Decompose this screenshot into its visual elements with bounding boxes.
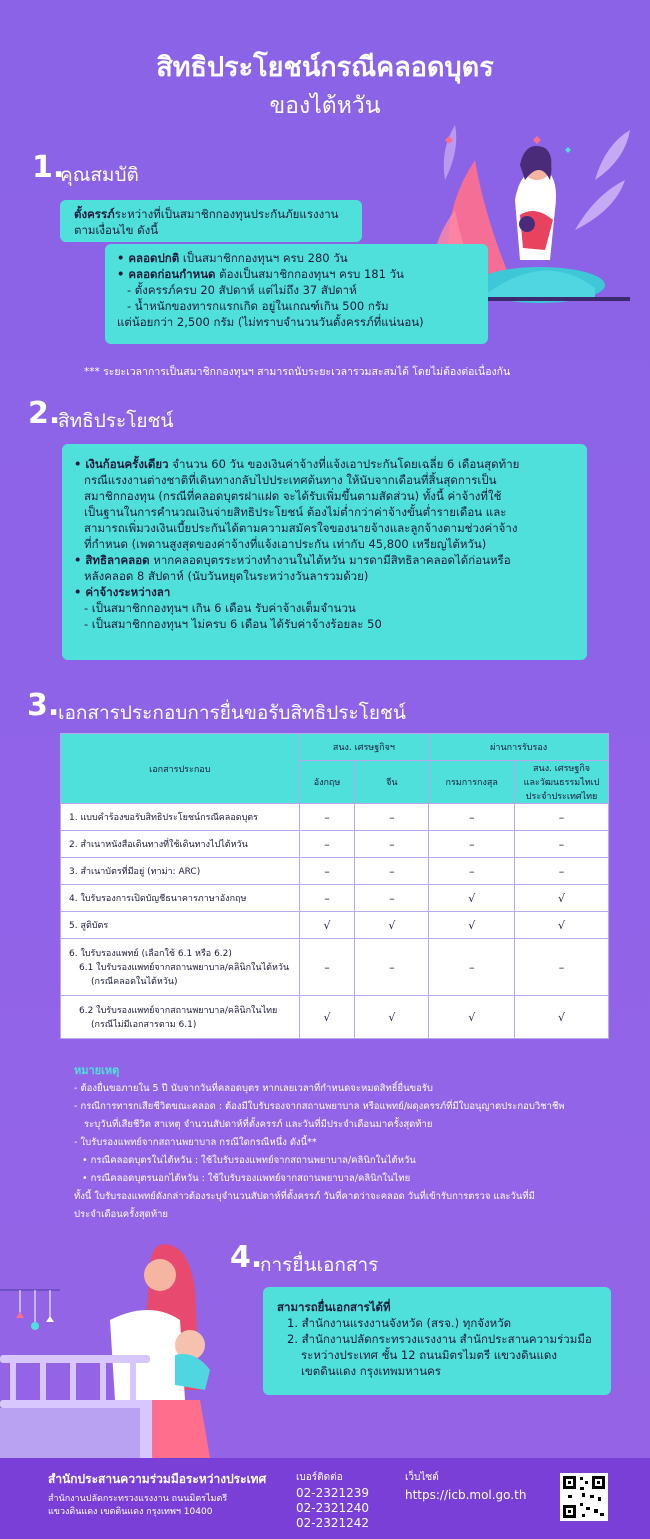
document-cell: 6.2 ใบรับรองแพทย์จากสถานพยาบาล/คลินิกในไทย (กรณีไม่มีเอกสารตาม 6.1): [61, 996, 300, 1039]
status-cell: √: [429, 912, 515, 939]
lump-sum-text: จำนวน 60 วัน ของเงินค่าจ้างที่แจ้งเอาประกันโดยเฉลี่ย 6 เดือนสุดท้าย: [168, 457, 520, 471]
documents-table: [60, 733, 609, 1039]
section-1-title: คุณสมบัติ: [60, 164, 139, 186]
condition-line: ตามเงื่อนไข ดังนี้: [74, 223, 159, 237]
submission-item-2: 2. สำนักงานปลัดกระทรวงแรงงาน สำนักประสานความร่วมมือ: [287, 1332, 592, 1346]
status-cell: –: [429, 804, 515, 831]
section-4-title: การยื่นเอกสาร: [260, 1254, 379, 1276]
footer: [0, 1458, 650, 1539]
status-cell: –: [355, 885, 429, 912]
status-cell: –: [299, 858, 355, 885]
maternity-leave-text: หากคลอดบุตรระหว่างทำงานในไต้หวัน มารดามีสิทธิลาคลอดได้ก่อนหรือ: [149, 553, 511, 567]
normal-birth-text: เป็นสมาชิกกองทุนฯ ครบ 280 วัน: [179, 251, 348, 265]
status-cell: –: [299, 939, 355, 996]
document-cell: 3. สำเนาบัตรที่มีอยู่ (ทาม่า: ARC): [61, 858, 300, 885]
submission-item-2-line3: เขตดินแดง กรุงเทพมหานคร: [301, 1364, 441, 1378]
status-cell: –: [515, 804, 609, 831]
status-cell: –: [299, 831, 355, 858]
status-cell: √: [429, 996, 515, 1039]
footer-address-2: แขวงดินแดง เขตดินแดง กรุงเทพฯ 10400: [48, 1507, 213, 1517]
table-row: [61, 858, 609, 885]
lump-sum-line4: เป็นฐานในการคำนวณเงินจ่ายสิทธิประโยชน์ ต้องไม่ต่ำกว่าค่าจ้างขั้นต่ำรายเดือน และ: [84, 505, 507, 519]
membership-footnote: *** ระยะเวลาการเป็นสมาชิกกองทุนฯ สามารถนับระยะเวลารวมสะสมได้ โดยไม่ต้องต่อเนื่องกัน: [84, 366, 511, 378]
qualification-intro-box: [60, 200, 362, 242]
status-cell: √: [429, 885, 515, 912]
status-cell: √: [299, 996, 355, 1039]
consular-header: กรมการกงสุล: [429, 761, 515, 804]
table-row: [61, 996, 609, 1039]
status-cell: –: [429, 858, 515, 885]
premature-weight: - น้ำหนักของทารกแรกเกิด อยู่ในเกณฑ์เกิน 500 กรัม: [127, 299, 389, 313]
remark-line-1: - ต้องยื่นขอภายใน 5 ปี นับจากวันที่คลอดบุตร หากเลยเวลาที่กำหนดจะหมดสิทธิ์ยื่นขอรับ: [74, 1083, 433, 1094]
premature-birth-label: • คลอดก่อนกำหนด: [117, 267, 216, 281]
premature-weight-cont: แต่น้อยกว่า 2,500 กรัม (ไม่ทราบจำนวนวันตั้งครรภ์ที่แน่นอน): [117, 315, 424, 329]
document-cell: 2. สำเนาหนังสือเดินทางที่ใช้เดินทางไปไต้หวัน: [61, 831, 300, 858]
status-cell: –: [355, 939, 429, 996]
qualification-details-box: [105, 244, 488, 344]
premature-birth-text: ต้องเป็นสมาชิกกองทุนฯ ครบ 181 วัน: [215, 267, 404, 281]
page-title: สิทธิประโยชน์กรณีคลอดบุตร: [156, 52, 494, 83]
section-3-number: 3.: [27, 688, 60, 723]
benefits-box: [62, 444, 587, 660]
remark-line-8: ประจำเดือนครั้งสุดท้าย: [74, 1209, 168, 1220]
phone-label: เบอร์ติดต่อ: [296, 1472, 343, 1483]
remark-line-3: ระบุวันที่เสียชีวิต สาเหตุ จำนวนสัปดาห์ที่ตั้งครรภ์ และวันที่มีประจำเดือนมาครั้งสุดท้าย: [84, 1119, 433, 1130]
status-cell: –: [299, 885, 355, 912]
status-cell: –: [515, 939, 609, 996]
section-1-number: 1.: [32, 150, 65, 185]
footer-org: สำนักประสานความร่วมมือระหว่างประเทศ: [48, 1472, 267, 1486]
premature-weeks: - ตั้งครรภ์ครบ 20 สัปดาห์ แต่ไม่ถึง 37 สัปดาห์: [127, 283, 357, 297]
doc-column-header: เอกสารประกอบ: [61, 734, 300, 804]
section-4-number: 4.: [230, 1240, 263, 1275]
section-3-title: เอกสารประกอบการยื่นขอรับสิทธิประโยชน์: [58, 702, 406, 724]
table-row: [61, 831, 609, 858]
submission-box: [263, 1287, 611, 1395]
status-cell: √: [515, 996, 609, 1039]
lump-sum-line3: สมาชิกกองทุน (กรณีที่คลอดบุตรฝาแฝด จะได้รับเพิ่มขึ้นตามสัดส่วน) ทั้งนี้ ค่าจ้างที่ใช้: [84, 489, 502, 503]
page-subtitle: ของไต้หวัน: [269, 93, 381, 119]
phone-2[interactable]: 02-2321240: [296, 1501, 370, 1515]
remark-line-6: • กรณีคลอดบุตรนอกไต้หวัน : ใช้ใบรับรองแพทย์จากสถานพยาบาล/คลินิกในไทย: [82, 1173, 411, 1184]
status-cell: √: [355, 996, 429, 1039]
remarks-heading: หมายเหตุ: [74, 1064, 120, 1077]
qr-code-icon[interactable]: [560, 1473, 608, 1521]
leave-wage-label: • ค่าจ้างระหว่างลา: [74, 585, 171, 599]
submission-item-1: 1. สำนักงานแรงงานจังหวัด (สรจ.) ทุกจังหวัด: [287, 1316, 512, 1330]
teco-header: สนง. เศรษฐกิจ และวัฒนธรรมไทเป ประจำประเทศไทย: [515, 761, 609, 804]
status-cell: √: [515, 912, 609, 939]
leave-wage-half: - เป็นสมาชิกกองทุนฯ ไม่ครบ 6 เดือน ได้รับค่าจ้างร้อยละ 50: [84, 617, 382, 631]
table-row: [61, 939, 609, 996]
table-row: [61, 885, 609, 912]
status-cell: –: [429, 831, 515, 858]
lump-sum-line6: ที่กำหนด (เพดานสูงสุดของค่าจ้างที่แจ้งเอาประกัน เท่ากับ 45,800 เหรียญไต้หวัน): [84, 537, 487, 551]
section-2-title: สิทธิประโยชน์: [58, 410, 174, 432]
pregnant-label: ตั้งครรภ์: [74, 207, 115, 221]
table-row: [61, 804, 609, 831]
website-label: เว็บไซต์: [405, 1472, 439, 1483]
phone-1[interactable]: 02-2321239: [296, 1486, 370, 1500]
lump-sum-line2: กรณีแรงงานต่างชาติที่เดินทางกลับไปประเทศต้นทาง ให้นับจากเดือนที่สิ้นสุดการเป็น: [84, 473, 497, 487]
pregnant-text: ระหว่างที่เป็นสมาชิกกองทุนประกันภัยแรงงาน: [114, 207, 339, 221]
footer-address-1: สำนักงานปลัดกระทรวงแรงงาน ถนนมิตรไมตรี: [48, 1494, 228, 1504]
economic-office-header: สนง. เศรษฐกิจฯ: [299, 734, 429, 761]
table-row: [61, 912, 609, 939]
remarks-block: [74, 1062, 614, 1224]
document-cell: 6. ใบรับรองแพทย์ (เลือกใช้ 6.1 หรือ 6.2) 6.1 ใบรับรองแพทย์จากสถานพยาบาล/คลินิกในไต้หวัน (กรณีคลอดในไต้หวัน): [61, 939, 300, 996]
remark-line-4: - ใบรับรองแพทย์จากสถานพยาบาล กรณีใดกรณีหนึ่ง ดังนี้**: [74, 1137, 317, 1148]
normal-birth-label: • คลอดปกติ: [117, 251, 180, 265]
status-cell: √: [515, 885, 609, 912]
remark-line-2: - กรณีการทารกเสียชีวิตขณะคลอด : ต้องมีใบรับรองจากสถานพยาบาล หรือแพทย์/ผดุงครรภ์ที่มีใบอนุญาตประกอบวิชาชีพ: [74, 1101, 565, 1112]
status-cell: –: [299, 804, 355, 831]
status-cell: –: [355, 804, 429, 831]
chinese-header: จีน: [355, 761, 429, 804]
submission-item-2-line2: ระหว่างประเทศ ชั้น 12 ถนนมิตรไมตรี แขวงดินแดง: [301, 1348, 557, 1362]
section-2-number: 2.: [28, 396, 61, 431]
maternity-leave-line2: หลังคลอด 8 สัปดาห์ (นับวันหยุดในระหว่างวันลารวมด้วย): [84, 569, 369, 583]
lump-sum-label: • เงินก้อนครั้งเดียว: [74, 457, 169, 471]
leave-wage-full: - เป็นสมาชิกกองทุนฯ เกิน 6 เดือน รับค่าจ้างเต็มจำนวน: [84, 601, 356, 615]
lump-sum-line5: สามารถเพิ่มวงเงินเบี้ยประกันได้ตามความสมัครใจของนายจ้างและลูกจ้างตามช่วงค่าจ้าง: [84, 521, 518, 535]
submission-heading: สามารถยื่นเอกสารได้ที่: [277, 1300, 391, 1314]
status-cell: –: [515, 831, 609, 858]
remark-line-5: • กรณีคลอดบุตรในไต้หวัน : ใช้ใบรับรองแพทย์จากสถานพยาบาล/คลินิกในไต้หวัน: [82, 1155, 416, 1166]
document-cell: 5. สูติบัตร: [61, 912, 300, 939]
document-cell: 1. แบบคำร้องขอรับสิทธิประโยชน์กรณีคลอดบุตร: [61, 804, 300, 831]
status-cell: –: [429, 939, 515, 996]
status-cell: –: [355, 831, 429, 858]
english-header: อังกฤษ: [299, 761, 355, 804]
mother-baby-illustration: [0, 1230, 235, 1458]
website-link[interactable]: https://icb.mol.go.th: [405, 1488, 527, 1502]
status-cell: –: [355, 858, 429, 885]
status-cell: √: [355, 912, 429, 939]
phone-3[interactable]: 02-2321242: [296, 1516, 370, 1530]
certified-header: ผ่านการรับรอง: [429, 734, 609, 761]
status-cell: –: [515, 858, 609, 885]
document-cell: 4. ใบรับรองการเปิดบัญชีธนาคารภาษาอังกฤษ: [61, 885, 300, 912]
status-cell: √: [299, 912, 355, 939]
maternity-leave-label: • สิทธิลาคลอด: [74, 553, 150, 567]
remark-line-7: ทั้งนี้ ใบรับรองแพทย์ดังกล่าวต้องระบุจำนวนสัปดาห์ที่ตั้งครรภ์ วันที่คาดว่าจะคลอด วันที่เข้ารับการตรวจ และวันที่มี: [74, 1191, 535, 1202]
